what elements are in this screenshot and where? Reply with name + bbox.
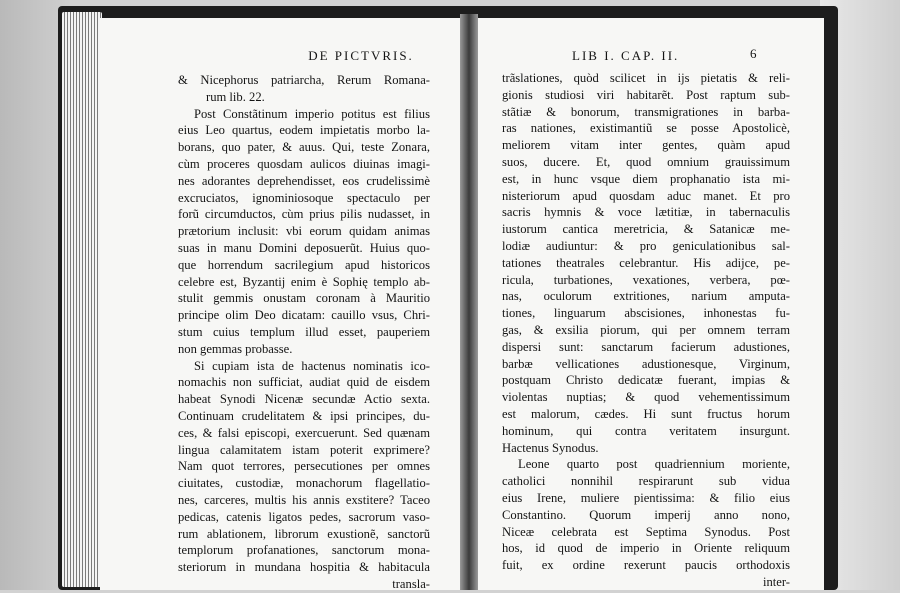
text-line: stum cuius templum illud esset, pauperiem bbox=[178, 324, 430, 339]
text-line: forũ circumductos, cùm prius pilis nudasset, in bbox=[178, 207, 430, 222]
left-page bbox=[100, 18, 466, 590]
text-line: ricula, turbationes, vexationes, verbera, pœ- bbox=[502, 272, 790, 287]
text-line: Si cupiam ista de hactenus nominatis ico- bbox=[194, 358, 430, 373]
text-line: trãslationes, quòd scilicet in ijs pietatis & reli- bbox=[502, 71, 790, 85]
text-line: non gemmas probasse. bbox=[178, 341, 293, 356]
text-line: nes, carceres, multis his annis exstitere? Taceo bbox=[178, 492, 430, 507]
right-text-block bbox=[502, 70, 790, 591]
book-gutter bbox=[460, 14, 478, 590]
page-number: 6 bbox=[750, 46, 757, 61]
text-line: nomachis non sufficiat, audiat quid de eisdem bbox=[178, 375, 430, 390]
text-line: Continuam crudelitatem & ipsi principes, du- bbox=[178, 408, 430, 423]
text-line: rum ablationem, librorum exustionẽ, sanctorũ bbox=[178, 526, 430, 541]
text-line: que horrendum sacrilegium apud historicos bbox=[178, 257, 430, 272]
right-page bbox=[472, 18, 824, 590]
text-line: dispersi sunt: sanctarum facierum adustiones, bbox=[502, 339, 790, 354]
text-line: eius Irene, muliere pientissima: & filio eius bbox=[502, 490, 790, 505]
text-line: habeat Synodi Nicenæ secundæ Actio sexta. bbox=[178, 392, 430, 407]
text-line: est malorum, cædes. Hi sunt fructus horum bbox=[502, 406, 790, 421]
page-edges bbox=[62, 12, 102, 587]
text-line: Niceæ celebrata est Septima Synodus. Post bbox=[502, 524, 790, 539]
text-line: nes adorantes deprehendisset, eos crudelissimè bbox=[178, 173, 430, 188]
left-running-head: DE PICTVRIS. bbox=[308, 48, 414, 63]
catchword: transla- bbox=[392, 576, 430, 591]
left-text-block bbox=[178, 72, 430, 593]
text-line: pedicas, catenis ligatos pedes, sacrorum vaso- bbox=[178, 509, 430, 524]
text-line: Hactenus Synodus. bbox=[502, 440, 599, 455]
text-line: hominum, qui contra veritatem insurgunt. bbox=[502, 423, 790, 438]
text-line: barbæ vellicationes adustionesque, Virginum, bbox=[502, 356, 790, 371]
catchword: inter- bbox=[762, 574, 790, 589]
text-line: tiones, linguarum abscisiones, inhonestas fu- bbox=[502, 306, 790, 321]
text-line: ras nationes, existimantiũ se posse Apostolicè, bbox=[502, 121, 790, 136]
text-line: borans, quo pater, & auus. Qui, teste Zonara, bbox=[178, 140, 430, 155]
text-line: cùm proceres quosdam aulicos diuinas imagi- bbox=[178, 156, 430, 171]
text-line: Leone quarto post quadriennium moriente, bbox=[518, 457, 790, 472]
text-line: ciuitates, custodiæ, monachorum flagellatio- bbox=[178, 476, 430, 491]
text-line: fuit, ex ordine rexerunt paucis orthodoxis bbox=[502, 558, 790, 573]
text-line: celebre est, Byzantij enim è Sophię templo ab- bbox=[178, 274, 430, 289]
text-line: stãtiæ & bonorum, transmigrationes in barba- bbox=[502, 104, 790, 119]
text-line: principe olim Deo dicatam: cauillo vsus, Chri- bbox=[178, 308, 430, 323]
right-running-head: LIB I. CAP. II. bbox=[572, 48, 680, 63]
text-line: violentas nuptias; & quod vehementissimum bbox=[502, 390, 790, 405]
text-line: iustorum cantica meretricia, & Satanicæ me- bbox=[502, 222, 790, 237]
text-line: suas in manu Domini deposuerũt. Huius quo- bbox=[178, 240, 430, 255]
text-line: est, in hunc vsque diem prophanatio ista mi- bbox=[502, 171, 790, 186]
text-line: gas, & exsilia piorum, qui per omnem terram bbox=[502, 322, 790, 337]
text-line: Post Constãtinum imperio potitus est filius bbox=[194, 106, 430, 121]
text-line: eius Leo quartus, eodem impietatis morbo la- bbox=[178, 123, 430, 138]
text-line: tationes theatrales celebrantur. His adijce, pe- bbox=[502, 255, 790, 270]
text-line: prætorium inclusit: vbi eorum quidam animas bbox=[178, 224, 430, 239]
text-line: postquam Christo dedicatæ fuerant, impias & bbox=[502, 373, 790, 388]
text-line: nisteriorum apud quosdam aduc manet. Et pro bbox=[502, 188, 790, 203]
text-line: hos, id quod de imperio in Oriente reliquum bbox=[502, 541, 790, 556]
text-line: catholici nonnihil respirarunt sub vidua bbox=[502, 474, 790, 489]
text-line: lodiæ audiuntur: & pro geniculationibus sal- bbox=[502, 238, 790, 253]
text-line: excruciatos, ignominiosoque spectaculo per bbox=[178, 190, 430, 205]
text-line: & Nicephorus patriarcha, Rerum Romana- bbox=[178, 73, 430, 87]
text-line: steriorum in mundana hospitia & habitacula bbox=[178, 560, 430, 575]
text-line: Constantino. Quorum imperij anno nono, bbox=[502, 507, 790, 522]
text-line: nas, oculorum extritiones, narium amputa- bbox=[502, 289, 790, 304]
text-line: ces, & falsi episcopi, exercuerunt. Sed quænam bbox=[178, 425, 430, 440]
text-line: meliorem vitam inter gentes, quàm apud bbox=[502, 138, 790, 153]
text-line: stulit gemmis onustam coronam à Mauritio bbox=[178, 291, 430, 306]
text-line: sacris hymnis & voce lætitiæ, in tabernaculis bbox=[502, 205, 790, 220]
text-line: lingua calamitatem istam poterit exprimere? bbox=[178, 442, 430, 457]
text-line: templorum profanationes, sanctorum mona- bbox=[178, 543, 430, 558]
text-line: gionis studiosi viri habitarẽt. Post raptum sub- bbox=[502, 87, 790, 102]
text-line: suos, ducere. Et, quod omnium grauissimum bbox=[502, 154, 790, 169]
text-line: Nam quot terrores, persecutiones per omnes bbox=[178, 459, 430, 474]
text-line: rum lib. 22. bbox=[206, 89, 265, 104]
